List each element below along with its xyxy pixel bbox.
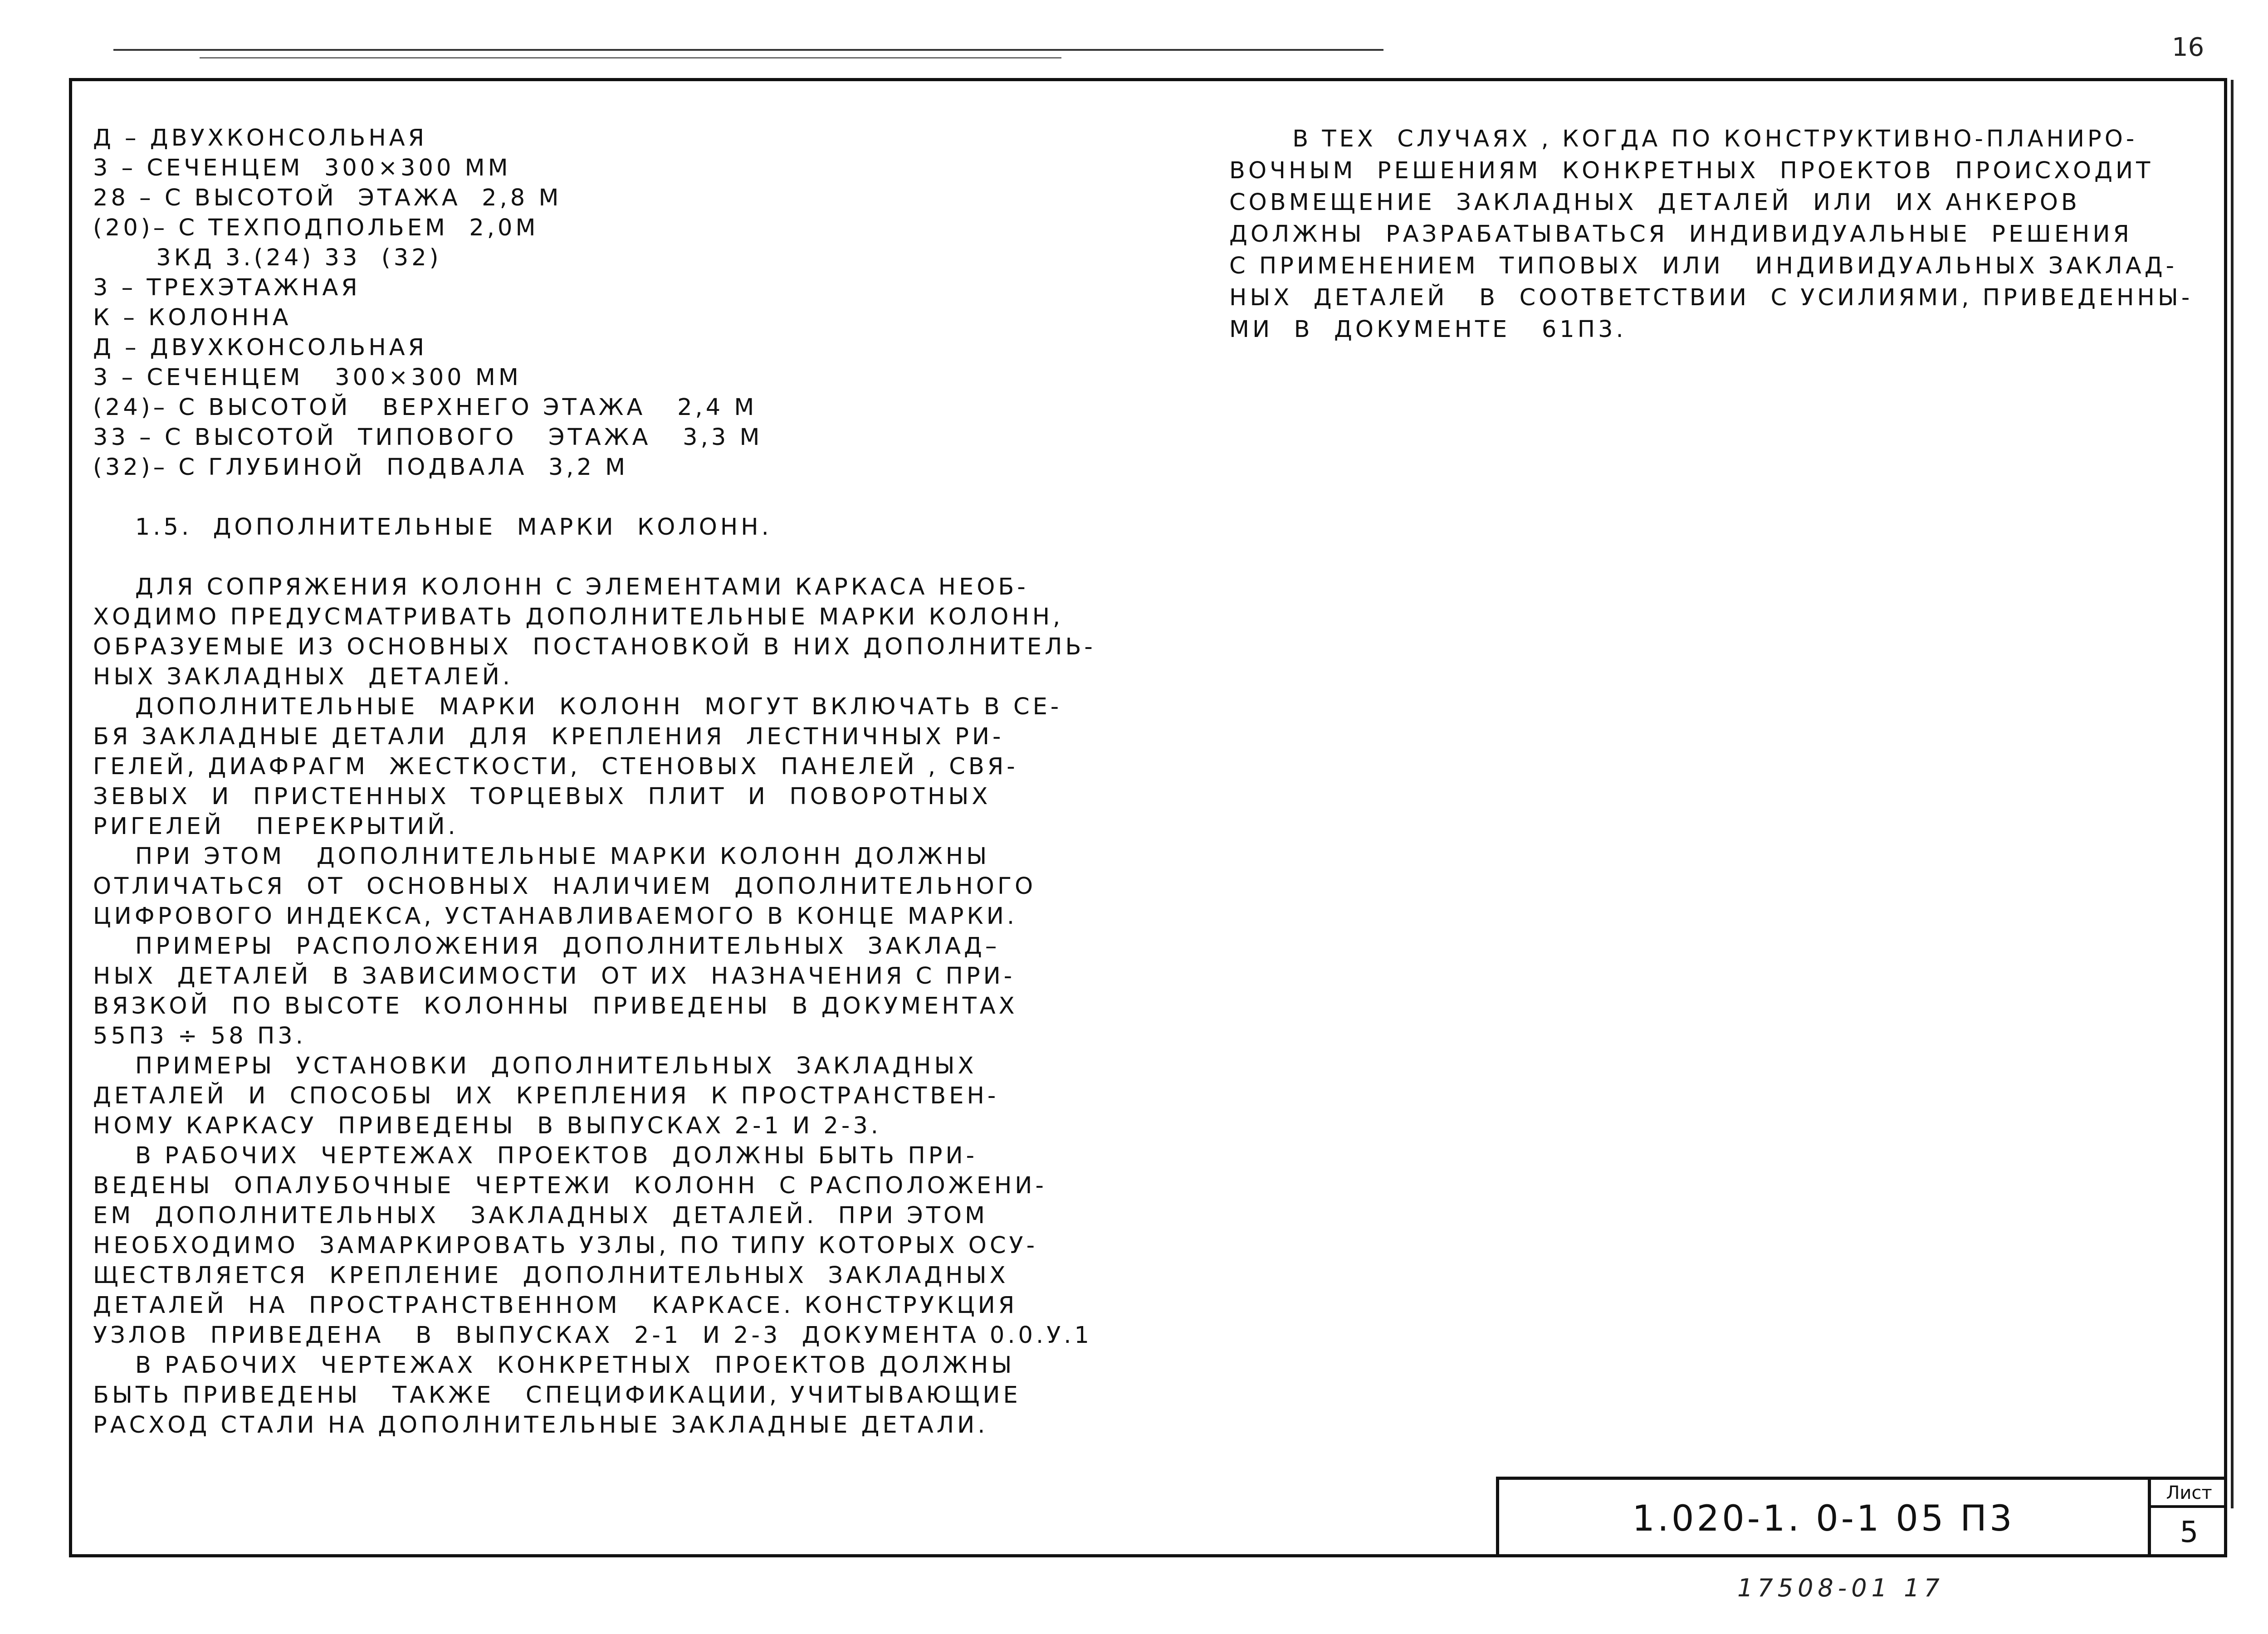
text-line: БЯ ЗАКЛАДНЫЕ ДЕТАЛИ ДЛЯ КРЕПЛЕНИЯ ЛЕСТНИЧНЫХ РИ- <box>93 723 1004 750</box>
sheet-label: Лист <box>2151 1480 2227 1508</box>
text-line: ЗЕВЫХ И ПРИСТЕННЫХ ТОРЦЕВЫХ ПЛИТ И ПОВОРОТНЫХ <box>93 783 991 810</box>
text-line: МИ В ДОКУМЕНТЕ 61П3. <box>1229 316 1627 343</box>
text-line: НЫХ ДЕТАЛЕЙ В СООТВЕТСТВИИ С УСИЛИЯМИ, ПРИВЕДЕННЫ- <box>1229 284 2193 311</box>
text-line: 3 – СЕЧЕНЦЕМ 300×300 ММ <box>93 364 522 391</box>
text-line: Д – ДВУХКОНСОЛЬНАЯ <box>93 125 428 151</box>
text-line: (32)– С ГЛУБИНОЙ ПОДВАЛА 3,2 М <box>93 454 629 481</box>
text-line: ЩЕСТВЛЯЕТСЯ КРЕПЛЕНИЕ ДОПОЛНИТЕЛЬНЫХ ЗАКЛАДНЫХ <box>93 1262 1009 1289</box>
text-line: Д – ДВУХКОНСОЛЬНАЯ <box>93 334 428 361</box>
text-line: ХОДИМО ПРЕДУСМАТРИВАТЬ ДОПОЛНИТЕЛЬНЫЕ МАРКИ КОЛОНН, <box>93 604 1064 630</box>
text-line: ПРИМЕРЫ УСТАНОВКИ ДОПОЛНИТЕЛЬНЫХ ЗАКЛАДНЫХ <box>93 1053 977 1079</box>
top-rule-secondary <box>200 57 1061 59</box>
text-line: 55П3 ÷ 58 П3. <box>93 1023 306 1049</box>
sheet-number: 5 <box>2180 1516 2199 1549</box>
text-line: ВЕДЕНЫ ОПАЛУБОЧНЫЕ ЧЕРТЕЖИ КОЛОНН С РАСПОЛОЖЕНИ- <box>93 1172 1047 1199</box>
right-text-column <box>1229 123 2218 346</box>
text-line: ГЕЛЕЙ, ДИАФРАГМ ЖЕСТКОСТИ, СТЕНОВЫХ ПАНЕЛЕЙ , СВЯ- <box>93 753 1018 780</box>
text-line: ПРИМЕРЫ РАСПОЛОЖЕНИЯ ДОПОЛНИТЕЛЬНЫХ ЗАКЛАД– <box>93 933 1000 960</box>
sheet-box <box>2148 1480 2227 1557</box>
text-line: 3КД 3.(24) 33 (32) <box>93 244 442 271</box>
text-line: 3 – ТРЕХЭТАЖНАЯ <box>93 274 361 301</box>
text-line: ВЯЗКОЙ ПО ВЫСОТЕ КОЛОННЫ ПРИВЕДЕНЫ В ДОКУМЕНТАХ <box>93 993 1018 1019</box>
text-line: ДЕТАЛЕЙ И СПОСОБЫ ИХ КРЕПЛЕНИЯ К ПРОСТРАНСТВЕН- <box>93 1083 999 1109</box>
text-line: 28 – С ВЫСОТОЙ ЭТАЖА 2,8 М <box>93 185 562 211</box>
text-line: ДЕТАЛЕЙ НА ПРОСТРАНСТВЕННОМ КАРКАСЕ. КОНСТРУКЦИЯ <box>93 1292 1018 1319</box>
text-line: ДЛЯ СОПРЯЖЕНИЯ КОЛОНН С ЭЛЕМЕНТАМИ КАРКАСА НЕОБ- <box>93 574 1029 600</box>
text-line: ПРИ ЭТОМ ДОПОЛНИТЕЛЬНЫЕ МАРКИ КОЛОНН ДОЛЖНЫ <box>93 843 990 870</box>
text-line: С ПРИМЕНЕНИЕМ ТИПОВЫХ ИЛИ ИНДИВИДУАЛЬНЫХ ЗАКЛАД- <box>1229 253 2178 279</box>
page-number: 16 <box>2172 33 2204 62</box>
text-line <box>93 542 1064 572</box>
text-line: БЫТЬ ПРИВЕДЕНЫ ТАКЖЕ СПЕЦИФИКАЦИИ, УЧИТЫВАЮЩИЕ <box>93 1382 1021 1409</box>
text-line: ВОЧНЫМ РЕШЕНИЯМ КОНКРЕТНЫХ ПРОЕКТОВ ПРОИСХОДИТ <box>1229 157 2154 184</box>
text-line: НЫХ ДЕТАЛЕЙ В ЗАВИСИМОСТИ ОТ ИХ НАЗНАЧЕНИЯ С ПРИ- <box>93 963 1016 990</box>
archive-note: 17508-01 17 <box>1737 1574 1944 1602</box>
text-line: (20)– С ТЕХПОДПОЛЬЕМ 2,0М <box>93 215 539 241</box>
text-line: СОВМЕЩЕНИЕ ЗАКЛАДНЫХ ДЕТАЛЕЙ ИЛИ ИХ АНКЕРОВ <box>1229 189 2080 216</box>
top-rule <box>113 49 1383 51</box>
text-line: ДОПОЛНИТЕЛЬНЫЕ МАРКИ КОЛОНН МОГУТ ВКЛЮЧАТЬ В СЕ- <box>93 693 1062 720</box>
text-line: К – КОЛОННА <box>93 304 292 331</box>
text-line: ДОЛЖНЫ РАЗРАБАТЫВАТЬСЯ ИНДИВИДУАЛЬНЫЕ РЕШЕНИЯ <box>1229 221 2132 248</box>
text-line: ОТЛИЧАТЬСЯ ОТ ОСНОВНЫХ НАЛИЧИЕМ ДОПОЛНИТЕЛЬНОГО <box>93 873 1036 900</box>
text-line: НЕОБХОДИМО ЗАМАРКИРОВАТЬ УЗЛЫ, ПО ТИПУ КОТОРЫХ ОСУ- <box>93 1232 1038 1259</box>
text-line: НЫХ ЗАКЛАДНЫХ ДЕТАЛЕЙ. <box>93 663 513 690</box>
binding-rule <box>2231 80 2234 1508</box>
left-text-column <box>93 123 1096 1440</box>
text-line: В РАБОЧИХ ЧЕРТЕЖАХ ПРОЕКТОВ ДОЛЖНЫ БЫТЬ ПРИ- <box>93 1142 978 1169</box>
text-line: (24)– С ВЫСОТОЙ ВЕРХНЕГО ЭТАЖА 2,4 М <box>93 394 758 421</box>
text-line: РАСХОД СТАЛИ НА ДОПОЛНИТЕЛЬНЫЕ ЗАКЛАДНЫЕ ДЕТАЛИ. <box>93 1412 988 1439</box>
text-line: 3 – СЕЧЕНЦЕМ 300×300 ММ <box>93 155 511 181</box>
text-line <box>93 483 1064 512</box>
text-line: ЕМ ДОПОЛНИТЕЛЬНЫХ ЗАКЛАДНЫХ ДЕТАЛЕЙ. ПРИ ЭТОМ <box>93 1202 988 1229</box>
text-line: ЦИФРОВОГО ИНДЕКСА, УСТАНАВЛИВАЕМОГО В КОНЦЕ МАРКИ. <box>93 903 1018 930</box>
text-line: УЗЛОВ ПРИВЕДЕНА В ВЫПУСКАХ 2-1 И 2-3 ДОКУМЕНТА 0.0.У.1 <box>93 1322 1092 1349</box>
text-line: 33 – С ВЫСОТОЙ ТИПОВОГО ЭТАЖА 3,3 М <box>93 424 763 451</box>
text-line: НОМУ КАРКАСУ ПРИВЕДЕНЫ В ВЫПУСКАХ 2-1 И 2-3. <box>93 1112 881 1139</box>
document-code: 1.020-1. 0-1 05 П3 <box>1632 1498 2015 1539</box>
text-line: РИГЕЛЕЙ ПЕРЕКРЫТИЙ. <box>93 813 459 840</box>
text-line: ОБРАЗУЕМЫЕ ИЗ ОСНОВНЫХ ПОСТАНОВКОЙ В НИХ ДОПОЛНИТЕЛЬ- <box>93 634 1096 660</box>
text-line: В РАБОЧИХ ЧЕРТЕЖАХ КОНКРЕТНЫХ ПРОЕКТОВ ДОЛЖНЫ <box>93 1352 1015 1379</box>
text-line: В ТЕХ СЛУЧАЯХ , КОГДА ПО КОНСТРУКТИВНО-ПЛАНИРО- <box>1229 126 2138 152</box>
title-block <box>1496 1477 2227 1557</box>
text-line: 1.5. ДОПОЛНИТЕЛЬНЫЕ МАРКИ КОЛОНН. <box>93 514 772 541</box>
